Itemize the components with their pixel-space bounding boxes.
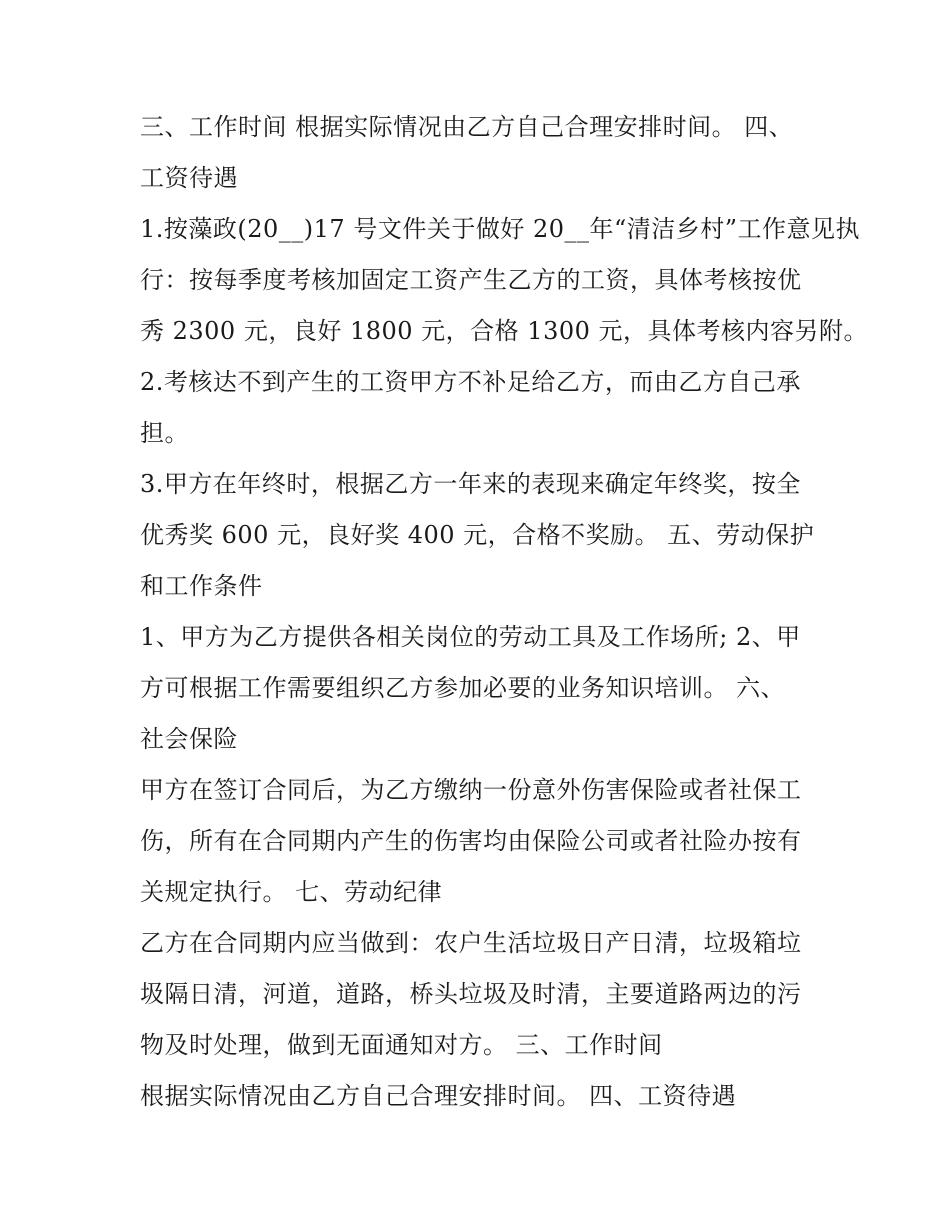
text-line: 甲方在签订合同后，为乙方缴纳一份意外伤害保险或者社保工 (140, 776, 802, 804)
text-line: 3.甲方在年终时，根据乙方一年来的表现来确定年终奖，按全 (140, 470, 801, 498)
text-line: 行：按每季度考核加固定工资产生乙方的工资，具体考核按优 (140, 266, 802, 294)
text-line: 三、工作时间 根据实际情况由乙方自己合理安排时间。 四、 (140, 113, 794, 141)
text-line: 1.按藻政(20__)17 号文件关于做好 20__年“清洁乡村”工作意见执 (140, 215, 861, 243)
document-body (140, 102, 869, 1122)
text-line: 1、甲方为乙方提供各相关岗位的劳动工具及工作场所; 2、甲 (140, 623, 801, 651)
text-line: 秀 2300 元，良好 1800 元，合格 1300 元，具体考核内容另附。 (140, 317, 869, 345)
text-line: 方可根据工作需要组织乙方参加必要的业务知识培训。 六、 (140, 674, 786, 702)
text-line: 优秀奖 600 元，良好奖 400 元，合格不奖励。 五、劳动保护 (140, 521, 815, 549)
text-line: 伤，所有在合同期内产生的伤害均由保险公司或者社险办按有 (140, 827, 802, 855)
text-line: 和工作条件 (140, 572, 263, 600)
text-line: 担。 (140, 419, 189, 447)
text-line: 工资待遇 (140, 164, 238, 192)
text-line: 乙方在合同期内应当做到：农户生活垃圾日产日清，垃圾箱垃 (140, 929, 802, 957)
text-line: 物及时处理，做到无面通知对方。 三、工作时间 (140, 1031, 663, 1059)
text-line: 关规定执行。 七、劳动纪律 (140, 878, 443, 906)
text-line: 社会保险 (140, 725, 238, 753)
text-line: 圾隔日清，河道，道路，桥头垃圾及时清，主要道路两边的污 (140, 980, 802, 1008)
text-line: 2.考核达不到产生的工资甲方不补足给乙方，而由乙方自己承 (140, 368, 801, 396)
text-line: 根据实际情况由乙方自己合理安排时间。 四、工资待遇 (140, 1082, 737, 1110)
